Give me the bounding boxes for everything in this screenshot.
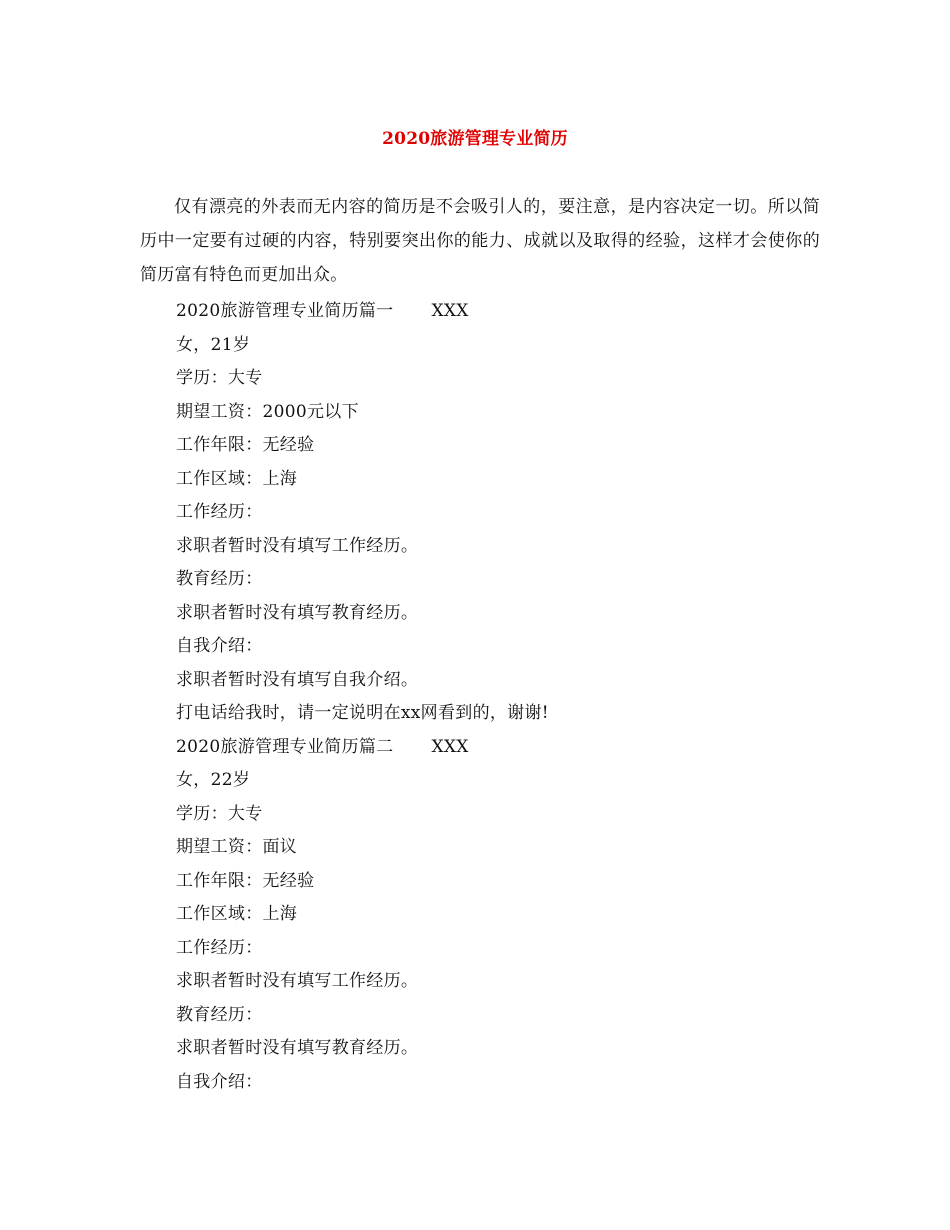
resume1-name: XXX (431, 301, 469, 321)
resume2-heading: 2020旅游管理专业简历篇二 (176, 736, 394, 757)
resume2-heading-line (176, 731, 856, 765)
resume2-intro-label: 自我介绍： (176, 1071, 263, 1092)
resume1-work-value: 求职者暂时没有填写工作经历。 (176, 535, 419, 556)
resume2-region: 工作区域：上海 (176, 904, 298, 924)
resume1-edu-value: 求职者暂时没有填写教育经历。 (176, 602, 419, 623)
resume1-gender-age: 女，21岁 (176, 334, 251, 355)
resume1-region: 工作区域：上海 (176, 468, 298, 489)
document-title: 2020旅游管理专业简历 (382, 129, 568, 149)
resume1-intro-label: 自我介绍： (176, 636, 263, 656)
resume1-contact-note: 打电话给我时，请一定说明在xx网看到的，谢谢! (176, 703, 549, 723)
resume1-education: 学历：大专 (176, 368, 263, 388)
resume2-education: 学历：大专 (176, 803, 263, 824)
resume1-experience-years: 工作年限：无经验 (176, 435, 315, 455)
resume2-gender-age: 女，22岁 (176, 770, 251, 790)
intro-paragraph: 仅有漂亮的外表而无内容的简历是不会吸引人的，要注意，是内容决定一切。所以简历中一定要有过硬的内容，特别要突出你的能力、成就以及取得的经验，这样才会使你的简历富有特色而更加出众。 (140, 197, 820, 285)
resume1-edu-label: 教育经历： (176, 569, 263, 589)
resume-content (176, 295, 856, 1099)
resume2-salary: 期望工资：面议 (176, 837, 298, 857)
resume1-heading: 2020旅游管理专业简历篇一 (176, 301, 394, 321)
resume2-experience-years: 工作年限：无经验 (176, 870, 315, 891)
resume2-work-value: 求职者暂时没有填写工作经历。 (176, 971, 419, 991)
resume1-intro-value: 求职者暂时没有填写自我介绍。 (176, 669, 419, 690)
resume2-name: XXX (431, 736, 469, 757)
resume1-heading-line (176, 295, 856, 329)
resume2-edu-value: 求职者暂时没有填写教育经历。 (176, 1038, 419, 1058)
resume1-salary: 期望工资：2000元以下 (176, 401, 359, 422)
resume1-work-label: 工作经历： (176, 502, 263, 522)
resume2-work-label: 工作经历： (176, 937, 263, 958)
resume2-edu-label: 教育经历： (176, 1004, 263, 1025)
